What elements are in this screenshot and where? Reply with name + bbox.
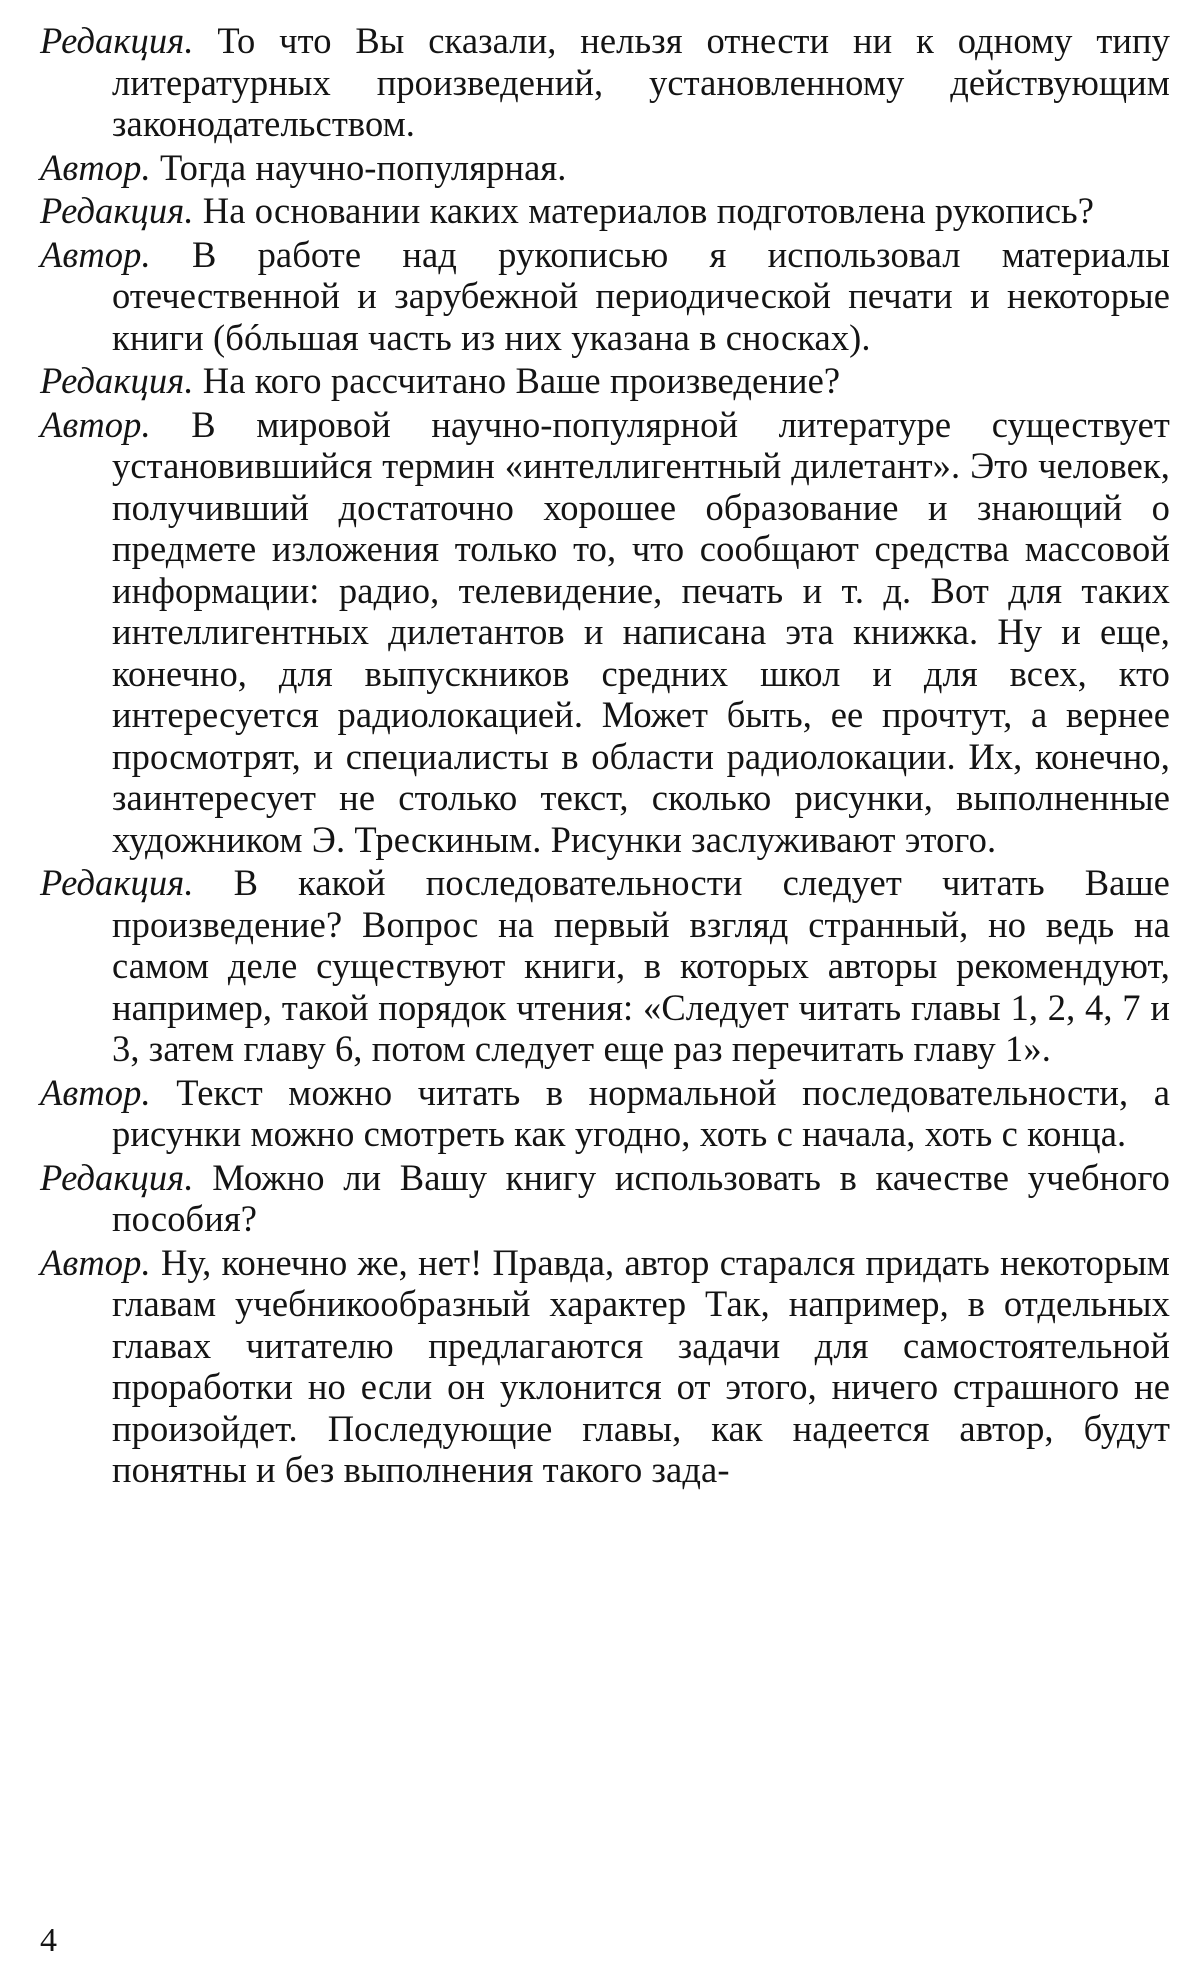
speaker-label: Редакция. [40,862,194,903]
speaker-label: Редакция. [40,20,194,61]
speaker-label: Автор. [40,403,151,445]
speaker-label: Автор. [40,233,151,275]
book-page [40,20,1170,1493]
dialogue-entry [40,147,1170,189]
dialogue-text: На кого рассчитано Ваше произведение? [202,360,841,401]
speaker-label: Редакция. [40,190,194,231]
dialogue-entry [40,360,1170,402]
dialogue-entry [40,404,1170,861]
speaker-label: Автор. [40,1071,151,1113]
speaker-label: Автор. [40,146,151,188]
dialogue-text: В мировой научно-популярной литературе существует установившийся термин «интеллигентный дилетант». Это человек, получивший достаточно хорошее образование и знающий о предмете изложения только то, что сообщают средства массовой информации: радио, телевидение, печать и т. д. Вот для таких интеллигентных дилетантов и написана эта книжка. Ну и еще, конечно, для выпускников средних школ и для всех, кто интересуется радиолокацией. Может быть, ее прочтут, а вернее просмотрят, и специалисты в области радиолокации. Их, конечно, заинтересует не столько текст, сколько рисунки, выполненные художником Э. Трескиным. Рисунки заслуживают этого. [112,403,1170,860]
dialogue-entry [40,862,1170,1070]
dialogue-text: В какой последовательности следует читать Ваше произведение? Вопрос на первый взгляд странный, но ведь на самом деле существуют книги, в которых авторы рекомендуют, например, такой порядок чтения: «Следует читать главы 1, 2, 4, 7 и 3, затем главу 6, потом следует еще раз перечитать главу 1». [112,862,1170,1069]
speaker-label: Редакция. [40,360,194,401]
dialogue-text: В работе над рукописью я использовал материалы отечественной и зарубежной периодической печати и некоторые книги (бóльшая часть из них указана в сносках). [112,233,1170,358]
dialogue-text: Можно ли Вашу книгу использовать в качестве учебного пособия? [112,1156,1170,1239]
dialogue-entry [40,1242,1170,1491]
dialogue-entry [40,20,1170,145]
speaker-label: Редакция. [40,1156,194,1198]
dialogue-text: Текст можно читать в нормальной последовательности, а рисунки можно смотреть как угодно, хоть с начала, хоть с конца. [112,1071,1170,1154]
dialogue-entry [40,1157,1170,1240]
dialogue-entry [40,234,1170,359]
dialogue-text: На основании каких материалов подготовлена рукопись? [202,190,1095,231]
dialogue-entry [40,1072,1170,1155]
dialogue-entry [40,190,1170,232]
dialogue-text: Тогда научно-популярная. [159,146,567,188]
page-number: 4 [40,1922,57,1959]
dialogue-text: То что Вы сказали, нельзя отнести ни к одному типу литературных произведений, установленному действующим законодательством. [112,20,1170,144]
speaker-label: Автор. [40,1241,151,1283]
dialogue-text: Ну, конечно же, нет! Правда, автор старался придать некоторым главам учебникообразный характер Так, например, в отдельных главах читателю предлагаются задачи для самостоятельной проработки но если он уклонится от этого, ничего страшного не произойдет. Последующие главы, как надеется автор, будут понятны и без выполнения такого зада- [112,1241,1170,1490]
